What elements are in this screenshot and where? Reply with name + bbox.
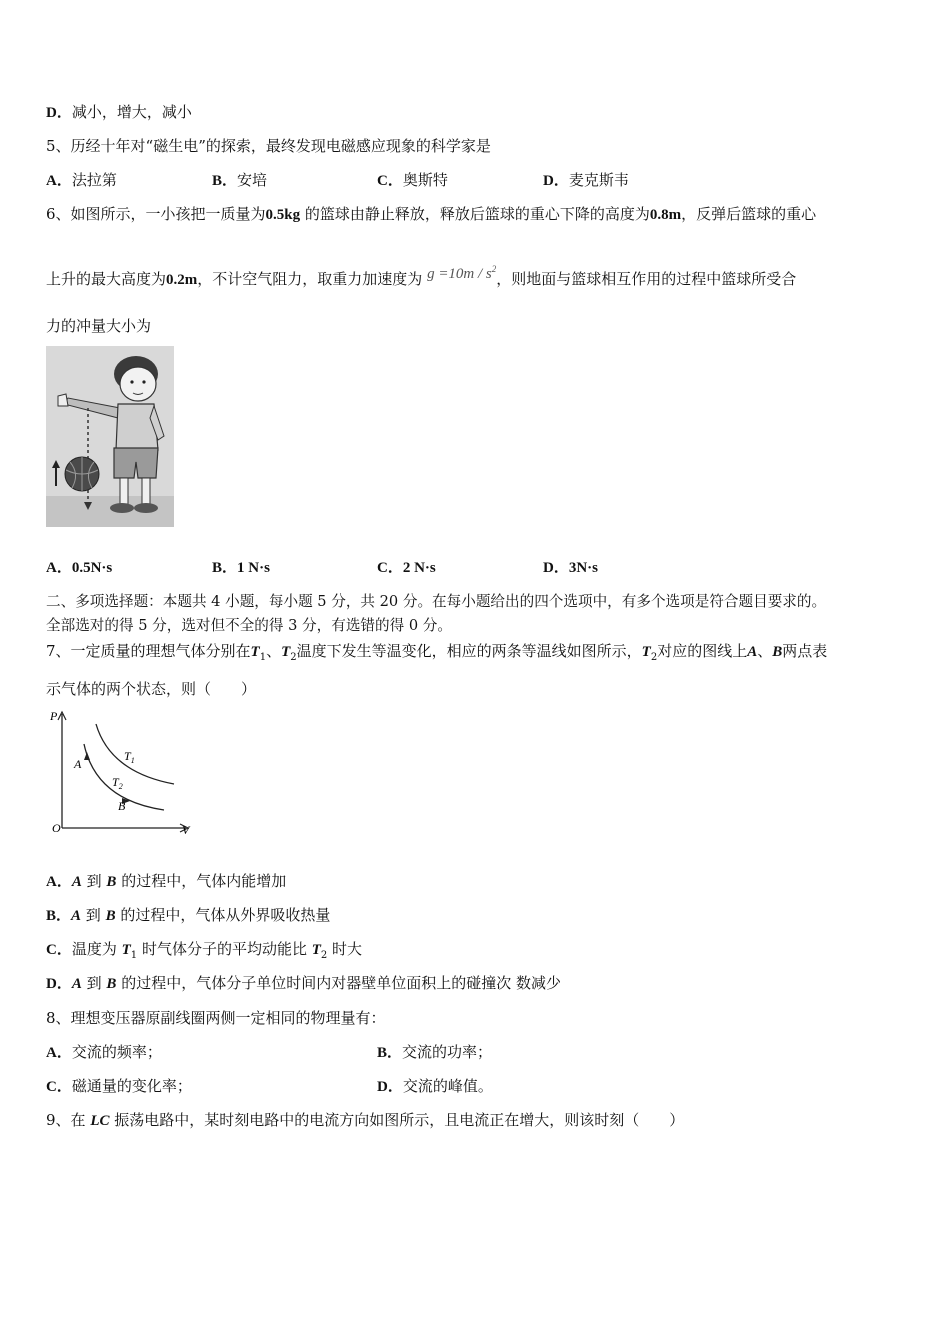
curve-t2-label: $T_2$ (112, 775, 123, 791)
q6-option-a: A．0.5N·s (46, 560, 113, 576)
child-basketball-figure (46, 346, 174, 527)
q9-stem: 9、在 LC 振荡电路中，某时刻电路中的电流方向如图所示，且电流正在增大，则该时刻（ ） (46, 1111, 685, 1129)
q8-stem: 8、理想变压器原副线圈两侧一定相同的物理量有： (46, 1009, 386, 1027)
q6-stem-line3: 力的冲量大小为 (46, 317, 152, 335)
q5-option-c: C．奥斯特 (377, 171, 448, 189)
section-2-instructions-line1: 二、多项选择题：本题共 4 小题，每小题 5 分，共 20 分。在每小题给出的四个选项中，有多个选项是符合题目要求的。 (46, 593, 827, 610)
x-axis-label: V (182, 823, 190, 837)
q8-option-d: D．交流的峰值。 (377, 1077, 493, 1095)
isotherm-t1 (96, 724, 174, 784)
q5-option-b: B．安培 (212, 171, 268, 189)
origin-label: O (52, 821, 61, 835)
gravity-formula: $g =10m / s^2$ (427, 264, 497, 282)
section-2-instructions-line2: 全部选对的得 5 分，选对但不全的得 3 分，有选错的得 0 分。 (46, 617, 452, 634)
y-axis-label: P (50, 709, 58, 723)
q7-stem-line2: 示气体的两个状态，则（ ） (46, 680, 257, 698)
point-b-label: B (118, 799, 126, 813)
curve-t1-label: $T_1$ (124, 749, 135, 765)
point-a-label: A (74, 757, 82, 771)
q8-option-a: A．交流的频率； (46, 1043, 162, 1061)
q7-option-b: B．A 到 B 的过程中，气体从外界吸收热量 (46, 906, 331, 924)
q6-stem-line1: 6、如图所示，一小孩把一质量为0.5kg 的篮球由静止释放，释放后篮球的重心下降的高度为0.8m，反弹后篮球的重心 (46, 205, 817, 223)
q5-option-a: A．法拉第 (46, 171, 117, 189)
q7-option-a: A．A 到 B 的过程中，气体内能增加 (46, 872, 287, 890)
q8-option-c: C．磁通量的变化率； (46, 1077, 192, 1095)
pv-isotherm-graph (46, 706, 196, 838)
q5-stem: 5、历经十年对“磁生电”的探索，最终发现电磁感应现象的科学家是 (46, 137, 491, 155)
q6-stem-line2: 上升的最大高度为0.2m，不计空气阻力，取重力加速度为 $g =10m / s^2$，则地面与篮球相互作用的过程中篮球所受合 (46, 264, 797, 288)
q5-option-d: D．麦克斯韦 (543, 171, 629, 189)
q6-option-d: D．3N·s (543, 560, 599, 576)
q4-option-d: D．减小，增大，减小 (46, 103, 192, 121)
q6-option-b: B．1 N·s (212, 560, 270, 576)
q6-option-c: C．2 N·s (377, 560, 436, 576)
q7-stem-line1: 7、一定质量的理想气体分别在$T_1$、$T_2$温度下发生等温变化，相应的两条等温线如图所示，$T_2$对应的图线上A、B两点表 (46, 642, 828, 663)
q7-option-c: C．温度为 $T_1$ 时气体分子的平均动能比 $T_2$ 时大 (46, 940, 363, 961)
q7-option-d: D．A 到 B 的过程中，气体分子单位时间内对器壁单位面积上的碰撞次 数减少 (46, 974, 561, 992)
q8-option-b: B．交流的功率； (377, 1043, 493, 1061)
